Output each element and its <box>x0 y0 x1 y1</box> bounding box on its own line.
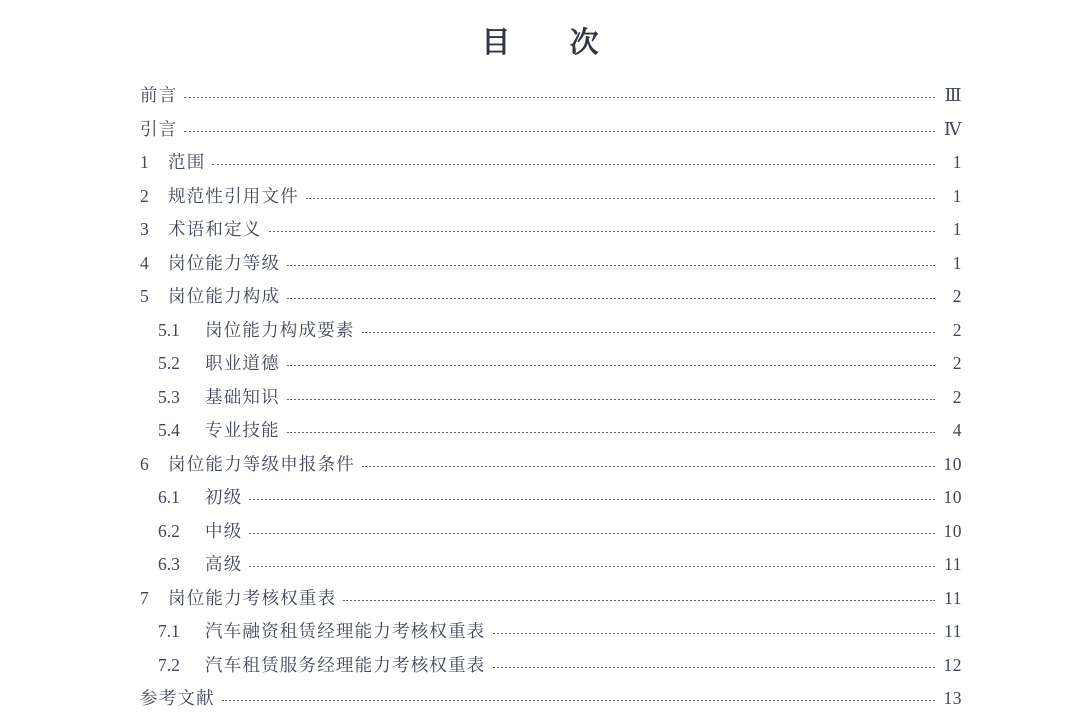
toc-entry-label: 专业技能 <box>205 420 280 440</box>
toc-entry-page-number: 4 <box>952 420 962 440</box>
toc-entry[interactable] <box>0 185 1080 206</box>
toc-entry-number: 5.1 <box>158 319 180 340</box>
toc-entry-number: 3 <box>140 219 149 239</box>
toc-entry-label: 初级 <box>205 487 243 507</box>
toc-entry-number: 1 <box>140 152 149 172</box>
toc-entry-label: 基础知识 <box>205 386 280 407</box>
toc-entry[interactable] <box>0 587 1080 608</box>
toc-leader-dots <box>222 700 935 701</box>
toc-leader-dots <box>306 198 935 199</box>
toc-entry-page-number: 11 <box>944 587 962 608</box>
toc-entry[interactable] <box>0 221 1080 239</box>
toc-entry-page-number: Ⅲ <box>944 85 962 105</box>
toc-leader-dots <box>184 97 935 98</box>
toc-leader-dots <box>287 365 935 366</box>
toc-entry-page-number: 2 <box>952 353 962 373</box>
toc-entry-page-number: 10 <box>943 453 962 474</box>
toc-entry-number: 5.3 <box>158 386 180 407</box>
toc-entry-page-number: 1 <box>952 185 962 206</box>
toc-entry-page-number: Ⅳ <box>944 118 962 139</box>
toc-entry-label: 前言 <box>140 85 178 105</box>
toc-entry-number: 2 <box>140 185 149 206</box>
toc-entry-number: 6.3 <box>158 554 180 574</box>
toc-entry-page-number: 2 <box>952 319 962 340</box>
toc-entry[interactable] <box>0 690 1080 708</box>
toc-entry-number: 7 <box>140 587 149 608</box>
toc-entry[interactable] <box>0 87 1080 105</box>
toc-entry-label: 岗位能力考核权重表 <box>168 587 337 608</box>
toc-entry[interactable] <box>0 386 1080 407</box>
toc-entry-number: 7.1 <box>158 621 180 641</box>
toc-leader-dots <box>249 566 935 567</box>
toc-entry-number: 5.2 <box>158 353 180 373</box>
toc-leader-dots <box>249 533 935 534</box>
toc-entry-page-number: 12 <box>943 654 962 675</box>
toc-entry-label: 规范性引用文件 <box>168 185 299 206</box>
toc-entry[interactable] <box>0 118 1080 139</box>
toc-entry[interactable] <box>0 654 1080 675</box>
toc-entry-page-number: 11 <box>944 554 962 574</box>
toc-leader-dots <box>493 667 936 668</box>
toc-leader-dots <box>269 231 936 232</box>
toc-entry-label: 参考文献 <box>140 688 215 708</box>
toc-leader-dots <box>287 298 935 299</box>
toc-leader-dots <box>184 131 935 132</box>
toc-leader-dots <box>212 164 935 165</box>
toc-entry-label: 岗位能力等级申报条件 <box>168 453 355 474</box>
toc-entry-number: 5.4 <box>158 420 180 440</box>
toc-leader-dots <box>249 499 935 500</box>
toc-entry[interactable] <box>0 319 1080 340</box>
toc-entry-number: 6 <box>140 453 149 474</box>
table-of-contents <box>0 87 1080 708</box>
toc-leader-dots <box>287 399 935 400</box>
toc-entry[interactable] <box>0 355 1080 373</box>
toc-entry-page-number: 1 <box>952 152 962 172</box>
toc-entry-number: 4 <box>140 252 149 273</box>
toc-leader-dots <box>362 332 935 333</box>
toc-entry-number: 7.2 <box>158 654 180 675</box>
toc-entry[interactable] <box>0 154 1080 172</box>
toc-entry-label: 引言 <box>140 118 178 139</box>
toc-entry[interactable] <box>0 623 1080 641</box>
toc-entry-number: 6.1 <box>158 487 180 507</box>
toc-entry-label: 岗位能力构成要素 <box>205 319 355 340</box>
toc-entry-page-number: 11 <box>944 621 962 641</box>
toc-entry[interactable] <box>0 288 1080 306</box>
toc-entry-label: 术语和定义 <box>168 219 262 239</box>
toc-leader-dots <box>493 633 936 634</box>
toc-entry-label: 汽车租赁服务经理能力考核权重表 <box>205 654 486 675</box>
toc-entry-number: 6.2 <box>158 520 180 541</box>
toc-entry[interactable] <box>0 489 1080 507</box>
toc-entry-label: 岗位能力构成 <box>168 286 281 306</box>
toc-entry[interactable] <box>0 520 1080 541</box>
toc-entry-page-number: 2 <box>952 286 962 306</box>
toc-entry-number: 5 <box>140 286 149 306</box>
toc-entry-page-number: 2 <box>952 386 962 407</box>
toc-entry-label: 岗位能力等级 <box>168 252 281 273</box>
toc-leader-dots <box>287 432 935 433</box>
toc-entry-page-number: 10 <box>943 487 962 507</box>
toc-entry[interactable] <box>0 422 1080 440</box>
toc-entry-label: 职业道德 <box>205 353 280 373</box>
toc-entry-page-number: 1 <box>952 219 962 239</box>
toc-entry[interactable] <box>0 252 1080 273</box>
page-title: 目 次 <box>481 27 625 59</box>
toc-entry-label: 汽车融资租赁经理能力考核权重表 <box>205 621 486 641</box>
toc-entry-page-number: 10 <box>943 520 962 541</box>
toc-entry-label: 范围 <box>168 152 206 172</box>
toc-leader-dots <box>362 466 935 467</box>
toc-entry-label: 中级 <box>205 520 243 541</box>
toc-entry-label: 高级 <box>205 554 243 574</box>
toc-leader-dots <box>343 600 935 601</box>
toc-entry-page-number: 13 <box>943 688 962 708</box>
toc-entry-page-number: 1 <box>952 252 962 273</box>
toc-entry[interactable] <box>0 453 1080 474</box>
toc-entry[interactable] <box>0 556 1080 574</box>
toc-leader-dots <box>287 265 935 266</box>
